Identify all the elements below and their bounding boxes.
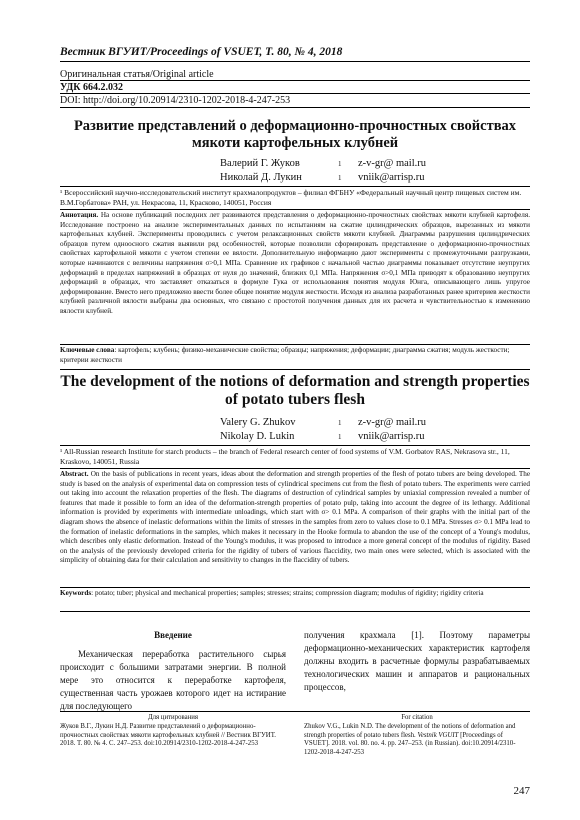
intro-heading: Введение [154,630,192,640]
abstract-label: Аннотация. [60,211,99,219]
citation-en-journal: Vestnik VGUIT [417,731,459,739]
intro-paragraph-cont: получения крахмала [1]. Поэтому параметры деформационно-механических характеристик картофеля должны входить в расчетные формулы разрабатываемых технологических машин и аппаратов и рациональных процессов, [304,630,530,692]
keywords-text: : картофель; клубень; физико-механические свойства; образцы; напряжения; деформации; диаграмма сжатия; модуль жесткости; критерии жесткости [60,346,510,364]
body-rule [60,611,530,612]
language-separator [60,369,530,370]
affil-rule-en [60,445,530,446]
doi[interactable]: DOI: http://doi.org/10.20914/2310-1202-2018-4-247-253 [60,95,291,106]
abstract-ru [60,211,530,317]
author-name: Nikolay D. Lukin [220,431,295,442]
intro-paragraph: Механическая переработка растительного сырья происходит с большими затратами энергии. В полной мере это относится к переработке картофеля, существенная часть урожаев которого идет на истирание для последующего [60,649,286,711]
meta-rule-3 [60,107,530,108]
citation-en-text-a: Zhukov V.G., Lukin N.D. The development of the notions of deformation and strength properties of potato tubers flesh. [304,722,516,739]
author-email[interactable]: z-v-gr@ mail.ru [358,158,426,169]
journal-header: Вестник ВГУИТ/Proceedings of VSUET, Т. 80, № 4, 2018 [60,46,343,58]
intro-left-column [60,629,286,713]
page-number: 247 [513,785,530,797]
abstract-text: На основе публикаций последних лет развиваются представления о деформационно-прочностных свойствах мякоти клубней картофеля. Исследование построено на анализе экспериментальных данных по испытаниям на сжатие цилиндрических образцов, вырезанных из мякоти картофельных клубней. Эксперименты проводились с учетом релаксационных свойств мякоти клубней. Диаграммы разрушения цилиндрических образцов путем одноосного сжатия выявили ряд особенностей, которые позволили сформировать представление о деформационно-прочностных свойствах картофельной мякоти с учетом степени ее вялости. Дополнительную информацию дают эксперименты с промежуточными разгрузками, которые начинаются с величины напряжения σ>0,1 МПа. Сравнение их графиков с начальной частью диаграммы показывает отсутствие неупругих деформаций в пределах напряжений в образцах от нуля до значений, близких 0,1 МПа. Напряжения σ>0,1 МПа приводят к образованию неупругих деформаций в образцах, что заставляет отказаться в формуле Гука от использования понятия модуля Юнга, описывающего лишь упругое деформирование. Вместо него предложено ввести более общее понятие модуля жесткости. Исходя из анализа разработанных ранее критериев жесткости клубней различной вялости выбраны два основных, что связано с простотой получения данных для их расчета и чувствительностью к изменению вялости клубней. [60,211,530,315]
author-name: Valery G. Zhukov [220,417,296,428]
affiliation-en: ¹ All-Russian research Institute for starch products – the branch of Federal research center of food systems of V.M. Gorbatov RAS, Nekrasova str., 11, Kraskovo, 140051, Russia [60,447,510,466]
affiliation-ru: ¹ Всероссийский научно-исследовательский институт крахмалопродуктов – филиал ФГБНУ «Федеральный научный центр пищевых систем им. В.М.Горбатова» РАН, ул. Некрасова, 11, Красково, 140051, Россия [60,188,522,207]
author-name: Николай Д. Лукин [220,172,302,183]
abstract-en [60,470,530,566]
abstract-label: Abstract. [60,470,89,478]
abstract-rule-en [60,468,530,469]
citation-ru-title: Для цитирования [147,714,199,721]
affil-rule-ru [60,186,530,187]
title-ru: Развитие представлений о деформационно-прочностных свойствах мякоти картофельных клубней [73,118,517,151]
author-email[interactable]: z-v-gr@ mail.ru [358,417,426,428]
keywords-en [60,589,530,599]
intro-right-column [304,629,530,694]
author-affil-mark: 1 [338,433,342,441]
author-row [220,171,426,185]
author-row [220,416,426,430]
meta-rule-1 [60,80,530,81]
author-affil-mark: 1 [338,160,342,168]
citation-ru [60,714,286,749]
keywords-label: Keywords [60,589,92,597]
author-email[interactable]: vniik@arrisp.ru [358,431,425,442]
keywords-text: : potato; tuber; physical and mechanical properties; samples; stresses; strains; compression diagram; modulus of rigidity; rigidity criteria [91,589,484,597]
meta-rule-2 [60,93,530,94]
authors-en [220,416,426,444]
citation-en [304,714,530,758]
author-row [220,157,426,171]
author-name: Валерий Г. Жуков [220,158,300,169]
keywords-rule-en [60,587,530,588]
udk: УДК 664.2.032 [60,82,123,93]
authors-ru [220,157,426,185]
keywords-label: Ключевые слова [60,346,115,354]
citation-ru-text: Жуков В.Г., Лукин Н.Д. Развитие представлений о деформационно-прочностных свойствах мякоти картофельных клубней // Вестник ВГУИТ. 2018. Т. 80. № 4. С. 247–253. doi:10.20914/2310-1202-2018-4-247-253 [60,722,276,748]
keywords-rule-ru [60,344,530,345]
author-affil-mark: 1 [338,419,342,427]
abstract-rule-ru [60,209,530,210]
citation-rule [60,711,530,712]
author-row [220,430,426,444]
header-rule [60,61,530,62]
citation-en-body [304,723,530,758]
author-affil-mark: 1 [338,174,342,182]
abstract-text: On the basis of publications in recent years, ideas about the deformation and strength properties of the flesh of potato tubers are being developed. The study is based on the analysis of experimental data on compression tests of cylindrical specimens cut from the flesh of potato tubers. The experiments were carried out taking into account the relaxation properties of the flesh. The diagrams of destruction of cylindrical samples by uniaxial compression revealed a number of features that made it possible to form an idea of the deformation-strength properties of potato pulp, taking into account the degree of its lethargy. Additional information is provided by experiments with intermediate unloadings, which start with σ> 0.1 MPa. A comparison of their graphs with the initial part of the diagram shows the absence of inelastic deformations within the limits of stresses in the samples from zero to values close to 0.1 MPa. Stresses σ> 0.1 MPa lead to the formation of inelastic deformations in the samples, which makes it necessary in the Hooke formula to abandon the use of the concept of a Young's modulus, which describes only elastic deformation. Instead of the Young's modulus, it was proposed to introduce a more general concept of the modulus of rigidity. Based on the analysis of the previously developed criteria for the rigidity of tubers of various flaccidity, two main ones were selected, which is associated with the simplicity of obtaining data for their calculation and sensitivity to changes in the flaccidity of tubers. [60,470,531,565]
citation-en-title: For citation [401,714,433,721]
title-en: The development of the notions of deformation and strength properties of potato tubers flesh [60,373,530,408]
keywords-ru [60,346,530,365]
citation-en-text-b: [Proceedings of VSUET]. 2018. vol. 80. no. 4. pp. 247–253. (in Russian). doi:10.20914/2310-1202-2018-4-247-253 [304,731,516,757]
article-type: Оригинальная статья/Original article [60,69,214,80]
author-email[interactable]: vniik@arrisp.ru [358,172,425,183]
